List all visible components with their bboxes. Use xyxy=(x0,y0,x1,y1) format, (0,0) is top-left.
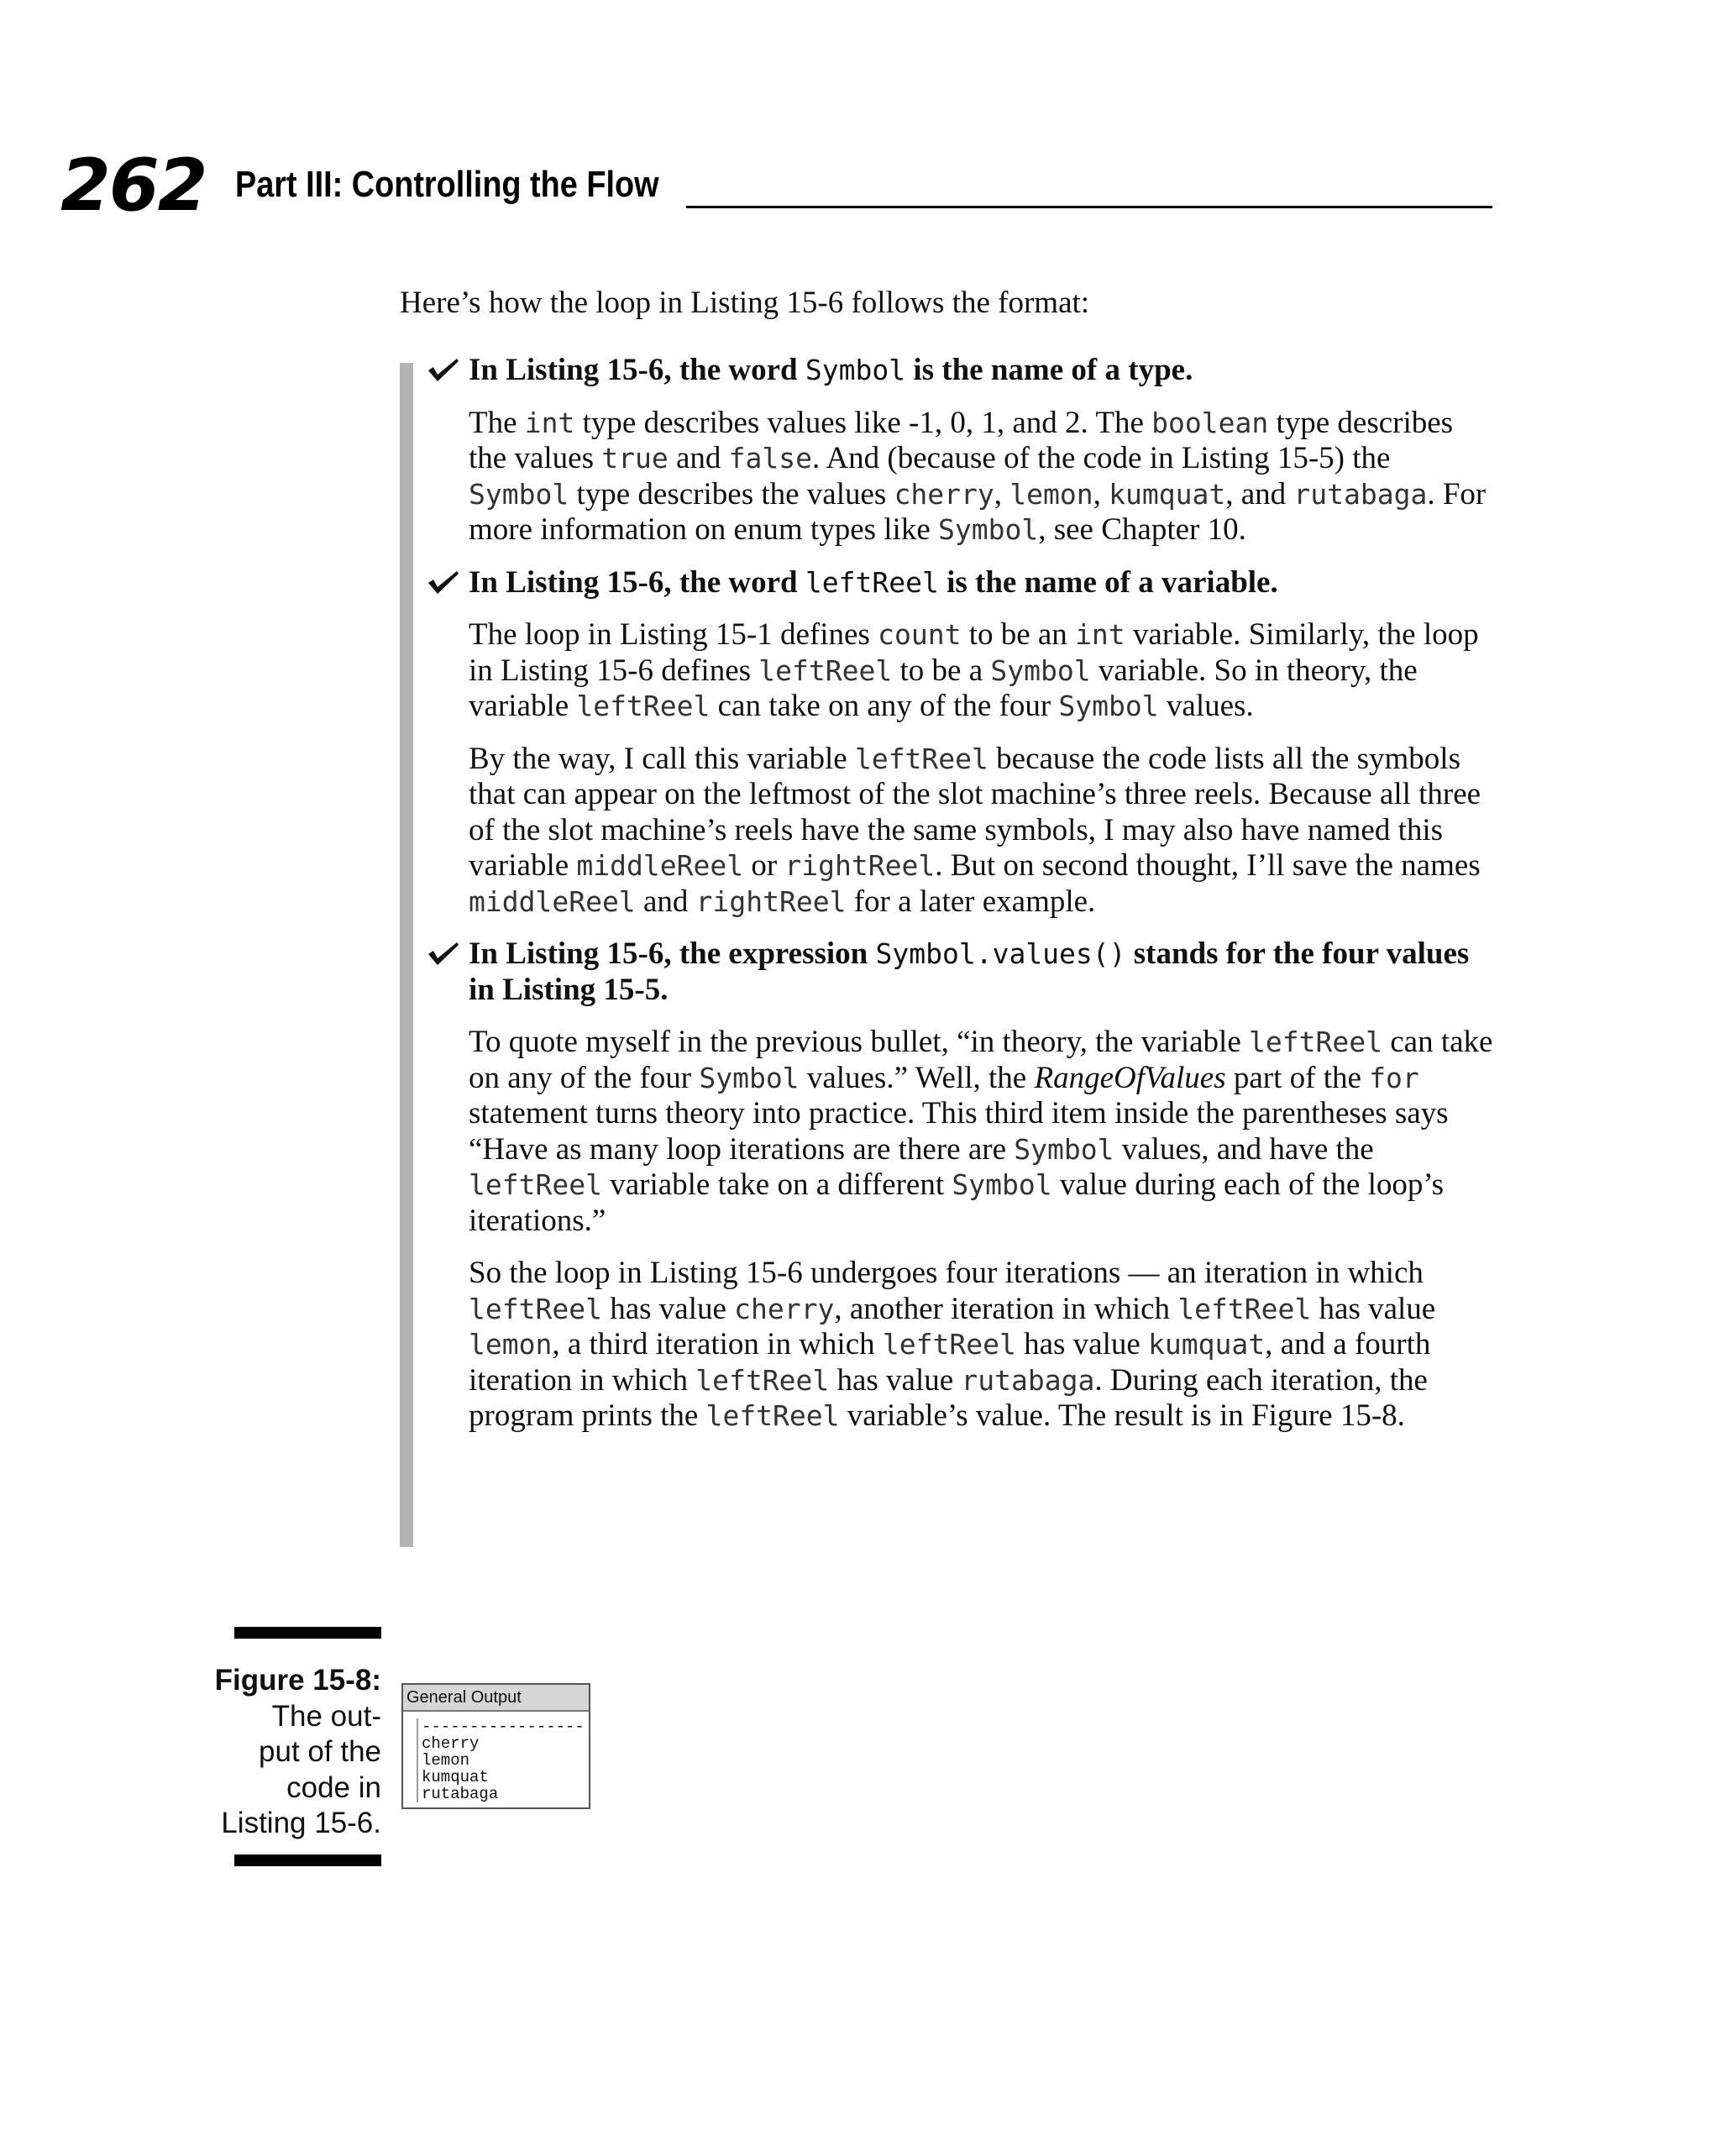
intro-paragraph: Here’s how the loop in Listing 15-6 follows the format: xyxy=(400,286,1090,320)
general-output-window xyxy=(401,1683,590,1809)
bullet-heading: In Listing 15-6, the word Symbol is the name of a type. xyxy=(469,353,1193,387)
bullet-list xyxy=(427,353,1497,1451)
bullet-item-expression xyxy=(427,936,1497,1435)
caption-line: code in xyxy=(286,1770,381,1804)
running-head: Part III: Controlling the Flow xyxy=(235,164,659,205)
page-number: 262 xyxy=(60,144,207,228)
figure-rule-top xyxy=(234,1627,381,1639)
output-line: rutabaga xyxy=(422,1785,499,1803)
bullet-paragraph: By the way, I call this variable leftReel because the code lists all the symbols that can appear on the leftmost of the slot machine’s three reels. Because all three of the slot machine’s reels have the same symbols, I may also have named this variable middleReel or rightReel. But on second thought, I’ll save the names middleReel and rightReel for a later example. xyxy=(469,741,1481,919)
output-line: kumquat xyxy=(422,1768,489,1786)
bullet-heading: In Listing 15-6, the word leftReel is the name of a variable. xyxy=(469,564,1278,600)
header-rule xyxy=(686,206,1492,208)
bullet-paragraph: The loop in Listing 15-1 defines count to be an int variable. Similarly, the loop in Listing 15-6 defines leftReel to be a Symbol variable. So in theory, the variable leftReel can take on any of the four Symbol values. xyxy=(469,617,1479,723)
figure-caption xyxy=(215,1663,381,1842)
bullet-list-sidebar-bar xyxy=(400,363,413,1547)
caption-line: put of the xyxy=(259,1735,381,1768)
bullet-item-type xyxy=(427,353,1497,548)
output-text xyxy=(417,1718,589,1802)
bullet-paragraph: To quote myself in the previous bullet, “in theory, the variable leftReel can take on any of the four Symbol values.” Well, the RangeOfValues part of the for statement turns theory into practice. This third item inside the parentheses says “Have as many loop iterations are there are Symbol values, and have the leftReel variable take on a different Symbol value during each of the loop’s iterations.” xyxy=(469,1025,1493,1238)
bullet-item-variable xyxy=(427,565,1497,921)
bullet-heading: In Listing 15-6, the expression Symbol.values() stands for the four values in Listing 15-5. xyxy=(469,936,1470,1007)
check-icon xyxy=(427,940,460,967)
output-line: lemon xyxy=(422,1751,470,1770)
bullet-paragraph: The int type describes values like -1, 0, 1, and 2. The boolean type describes the values true and false. And (because of the code in Listing 15-5) the Symbol type describes the values cherry, lemon, kumquat, and rutabaga. For more information on enum types like Symbol, see Chapter 10. xyxy=(469,405,1487,547)
figure-rule-bottom xyxy=(234,1854,381,1866)
output-window-title: General Output xyxy=(403,1685,589,1712)
check-icon xyxy=(427,356,460,383)
caption-line: Listing 15-6. xyxy=(221,1807,381,1839)
output-separator: ----------------- xyxy=(422,1718,585,1736)
output-line: cherry xyxy=(422,1734,480,1753)
bullet-paragraph: So the loop in Listing 15-6 undergoes four iterations — an iteration in which leftReel has value cherry, another iteration in which leftReel has value lemon, a third iteration in which leftReel has value kumquat, and a fourth iteration in which leftReel has value rutabaga. During each iteration, the program prints the leftReel variable’s value. The result is in Figure 15-8. xyxy=(469,1256,1436,1433)
check-icon xyxy=(427,569,460,595)
caption-line: The out- xyxy=(271,1699,381,1733)
figure-label: Figure 15-8: xyxy=(214,1664,381,1697)
